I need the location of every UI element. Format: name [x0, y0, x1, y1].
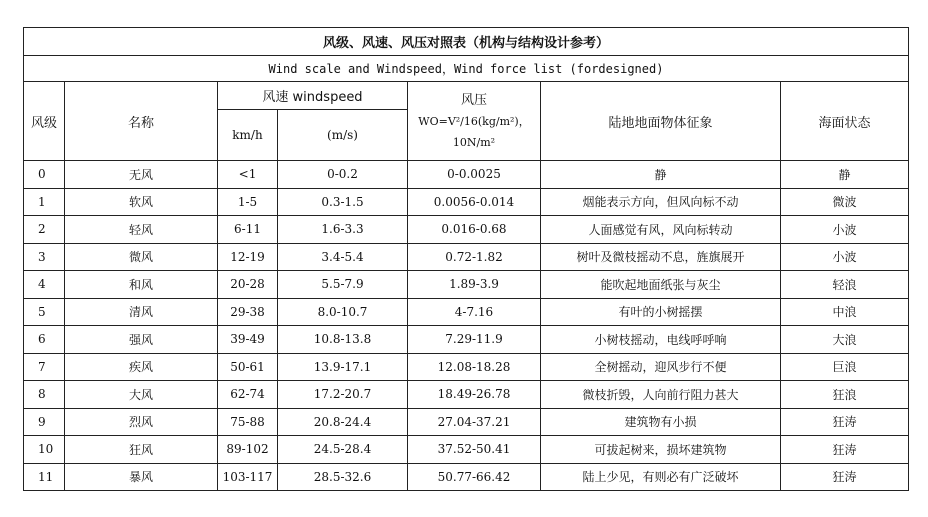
table-row	[24, 161, 909, 189]
table-row	[24, 216, 909, 244]
cell-ms: 28.5-32.6	[278, 463, 408, 491]
cell-ms: 5.5-7.9	[278, 271, 408, 299]
cell-level: 8	[24, 381, 65, 409]
table-title: 风级、风速、风压对照表（机构与结构设计参考）	[24, 28, 909, 56]
header-level: 风级	[24, 82, 65, 161]
cell-name: 狂风	[65, 436, 218, 464]
cell-kmh: 6-11	[218, 216, 278, 244]
table-row	[24, 463, 909, 491]
cell-land: 微枝折毁，人向前行阻力甚大	[541, 381, 781, 409]
cell-sea: 巨浪	[781, 353, 909, 381]
cell-name: 强风	[65, 326, 218, 354]
cell-name: 软风	[65, 188, 218, 216]
cell-name: 疾风	[65, 353, 218, 381]
cell-ms: 3.4-5.4	[278, 243, 408, 271]
wind-scale-table	[23, 27, 909, 491]
table-row	[24, 298, 909, 326]
cell-name: 和风	[65, 271, 218, 299]
cell-ms: 1.6-3.3	[278, 216, 408, 244]
cell-level: 5	[24, 298, 65, 326]
cell-sea: 狂涛	[781, 408, 909, 436]
cell-land: 烟能表示方向，但风向标不动	[541, 188, 781, 216]
cell-kmh: 75-88	[218, 408, 278, 436]
cell-ms: 24.5-28.4	[278, 436, 408, 464]
wind-scale-sheet	[23, 27, 908, 491]
header-pressure-formula: WO=V²/16(kg/m²)，	[418, 114, 530, 128]
cell-land: 树叶及微枝摇动不息，旌旗展开	[541, 243, 781, 271]
table-subtitle: Wind scale and Windspeed，Wind force list (fordesigned)	[24, 56, 909, 82]
header-pressure-unit: 10N/m²	[452, 135, 496, 149]
cell-ms: 0.3-1.5	[278, 188, 408, 216]
cell-level: 9	[24, 408, 65, 436]
cell-kmh: 12-19	[218, 243, 278, 271]
cell-land: 建筑物有小损	[541, 408, 781, 436]
cell-name: 无风	[65, 161, 218, 189]
cell-pressure: 27.04-37.21	[408, 408, 541, 436]
cell-pressure: 37.52-50.41	[408, 436, 541, 464]
cell-name: 暴风	[65, 463, 218, 491]
header-land: 陆地地面物体征象	[541, 82, 781, 161]
cell-level: 0	[24, 161, 65, 189]
cell-sea: 小波	[781, 216, 909, 244]
cell-level: 10	[24, 436, 65, 464]
cell-land: 陆上少见，有则必有广泛破坏	[541, 463, 781, 491]
table-row	[24, 436, 909, 464]
header-pressure	[408, 82, 541, 161]
cell-kmh: 1-5	[218, 188, 278, 216]
cell-pressure: 0.0056-0.014	[408, 188, 541, 216]
cell-pressure: 0.016-0.68	[408, 216, 541, 244]
cell-kmh: 29-38	[218, 298, 278, 326]
cell-land: 有叶的小树摇摆	[541, 298, 781, 326]
cell-pressure: 18.49-26.78	[408, 381, 541, 409]
header-kmh: km/h	[218, 110, 278, 161]
cell-pressure: 50.77-66.42	[408, 463, 541, 491]
header-sea: 海面状态	[781, 82, 909, 161]
cell-kmh: 50-61	[218, 353, 278, 381]
cell-sea: 微波	[781, 188, 909, 216]
table-row	[24, 271, 909, 299]
cell-ms: 8.0-10.7	[278, 298, 408, 326]
cell-ms: 13.9-17.1	[278, 353, 408, 381]
cell-ms: 0-0.2	[278, 161, 408, 189]
table-row	[24, 408, 909, 436]
cell-level: 1	[24, 188, 65, 216]
cell-land: 能吹起地面纸张与灰尘	[541, 271, 781, 299]
cell-land: 全树摇动，迎风步行不便	[541, 353, 781, 381]
cell-pressure: 1.89-3.9	[408, 271, 541, 299]
cell-kmh: 103-117	[218, 463, 278, 491]
cell-name: 微风	[65, 243, 218, 271]
cell-name: 大风	[65, 381, 218, 409]
cell-kmh: 62-74	[218, 381, 278, 409]
cell-sea: 小波	[781, 243, 909, 271]
cell-land: 小树枝摇动，电线呼呼响	[541, 326, 781, 354]
cell-kmh: 89-102	[218, 436, 278, 464]
cell-sea: 狂浪	[781, 381, 909, 409]
cell-level: 6	[24, 326, 65, 354]
cell-sea: 狂涛	[781, 463, 909, 491]
table-row	[24, 188, 909, 216]
cell-land: 人面感觉有风，风向标转动	[541, 216, 781, 244]
header-name: 名称	[65, 82, 218, 161]
cell-ms: 17.2-20.7	[278, 381, 408, 409]
cell-level: 4	[24, 271, 65, 299]
cell-land: 可拔起树来，损坏建筑物	[541, 436, 781, 464]
table-row	[24, 243, 909, 271]
cell-name: 清风	[65, 298, 218, 326]
cell-level: 11	[24, 463, 65, 491]
cell-sea: 大浪	[781, 326, 909, 354]
header-windspeed: 风速 windspeed	[218, 82, 408, 110]
cell-land: 静	[541, 161, 781, 189]
cell-name: 烈风	[65, 408, 218, 436]
cell-pressure: 0-0.0025	[408, 161, 541, 189]
cell-sea: 中浪	[781, 298, 909, 326]
cell-pressure: 12.08-18.28	[408, 353, 541, 381]
cell-ms: 10.8-13.8	[278, 326, 408, 354]
table-row	[24, 381, 909, 409]
table-row	[24, 326, 909, 354]
cell-sea: 狂涛	[781, 436, 909, 464]
cell-ms: 20.8-24.4	[278, 408, 408, 436]
cell-pressure: 4-7.16	[408, 298, 541, 326]
header-pressure-title: 风压	[460, 92, 487, 108]
cell-sea: 静	[781, 161, 909, 189]
cell-level: 7	[24, 353, 65, 381]
cell-pressure: 7.29-11.9	[408, 326, 541, 354]
cell-level: 3	[24, 243, 65, 271]
cell-level: 2	[24, 216, 65, 244]
cell-name: 轻风	[65, 216, 218, 244]
cell-kmh: 39-49	[218, 326, 278, 354]
header-ms: (m/s)	[278, 110, 408, 161]
cell-kmh: <1	[218, 161, 278, 189]
cell-pressure: 0.72-1.82	[408, 243, 541, 271]
cell-kmh: 20-28	[218, 271, 278, 299]
table-row	[24, 353, 909, 381]
cell-sea: 轻浪	[781, 271, 909, 299]
